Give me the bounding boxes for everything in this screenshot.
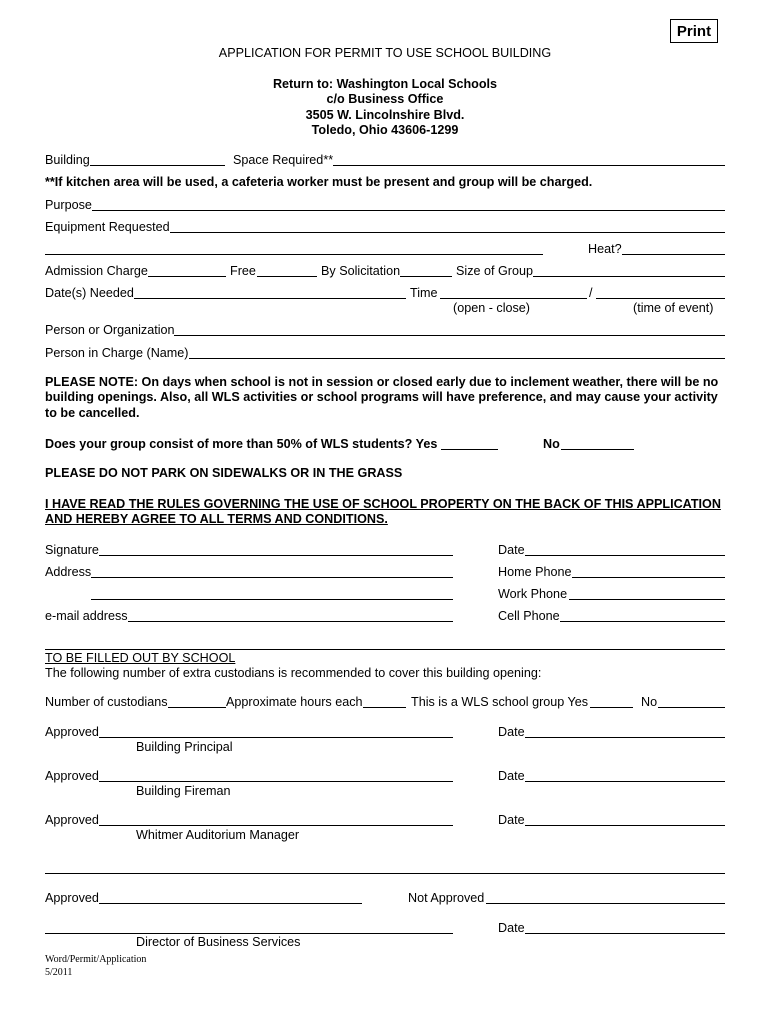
section-divider <box>45 649 725 650</box>
work-phone-label: Work Phone <box>498 587 568 601</box>
kitchen-note: **If kitchen area will be used, a cafeteria worker must be present and group will be charged. <box>45 175 593 189</box>
auditorium-approved-label: Approved <box>45 813 99 827</box>
director-signature-field[interactable] <box>45 920 453 934</box>
equipment-label: Equipment Requested <box>45 220 170 234</box>
fireman-approved-label: Approved <box>45 769 99 783</box>
principal-date-field[interactable] <box>525 724 725 738</box>
space-required-label: Space Required** <box>233 153 334 167</box>
group-size-field[interactable] <box>533 263 725 277</box>
footer-doc-path: Word/Permit/Application <box>45 954 147 965</box>
principal-date-label: Date <box>498 725 525 739</box>
home-phone-label: Home Phone <box>498 565 572 579</box>
free-label: Free <box>230 264 256 278</box>
cell-phone-label: Cell Phone <box>498 609 560 623</box>
building-label: Building <box>45 153 90 167</box>
person-in-charge-label: Person in Charge (Name) <box>45 346 189 360</box>
home-phone-field[interactable] <box>572 564 725 578</box>
heat-field[interactable] <box>622 241 725 255</box>
signature-label: Signature <box>45 543 99 557</box>
address-field-continued[interactable] <box>91 586 453 600</box>
organization-label: Person or Organization <box>45 323 175 337</box>
return-street-line: 3505 W. Lincolnshire Blvd. <box>305 108 465 122</box>
wls-group-yes-field[interactable] <box>590 694 633 708</box>
approx-hours-label: Approximate hours each <box>226 695 363 709</box>
email-field[interactable] <box>128 608 453 622</box>
return-office-line: c/o Business Office <box>326 92 444 106</box>
principal-approved-label: Approved <box>45 725 99 739</box>
approx-hours-field[interactable] <box>363 694 406 708</box>
time-of-event-field[interactable] <box>596 285 725 299</box>
open-close-caption: (open - close) <box>453 301 530 315</box>
please-note: PLEASE NOTE: On days when school is not in session or closed early due to inclement weather, there will be no building openings. Also, all WLS activities or school programs will have preference, and may cause your activity to be cancelled. <box>45 375 719 420</box>
no-parking-notice: PLEASE DO NOT PARK ON SIDEWALKS OR IN THE GRASS <box>45 466 403 480</box>
purpose-label: Purpose <box>45 198 92 212</box>
wls-no-label: No <box>543 437 560 451</box>
wls-no-field[interactable] <box>561 436 634 450</box>
fireman-caption: Building Fireman <box>136 784 231 798</box>
solicitation-label: By Solicitation <box>321 264 401 278</box>
dates-needed-label: Date(s) Needed <box>45 286 134 300</box>
admission-charge-label: Admission Charge <box>45 264 148 278</box>
custodians-field[interactable] <box>168 694 226 708</box>
footer-revision-date: 5/2011 <box>45 967 73 978</box>
equipment-field[interactable] <box>170 219 725 233</box>
wls-group-no-label: No <box>641 695 658 709</box>
time-open-close-field[interactable] <box>440 285 587 299</box>
agreement-statement: I HAVE READ THE RULES GOVERNING THE USE OF SCHOOL PROPERTY ON THE BACK OF THIS APPLICATION AND HEREBY AGREE TO ALL TERMS AND CONDITIONS. <box>45 497 721 527</box>
email-label: e-mail address <box>45 609 128 623</box>
section-divider-final <box>45 873 725 874</box>
wls-group-no-field[interactable] <box>658 694 725 708</box>
address-label: Address <box>45 565 92 579</box>
not-approved-label: Not Approved <box>408 891 485 905</box>
not-approved-field[interactable] <box>486 890 725 904</box>
auditorium-approved-field[interactable] <box>99 812 453 826</box>
fireman-date-field[interactable] <box>525 768 725 782</box>
director-caption: Director of Business Services <box>136 935 301 949</box>
school-section-heading: TO BE FILLED OUT BY SCHOOL <box>45 651 236 665</box>
cell-phone-field[interactable] <box>560 608 725 622</box>
return-to-line: Return to: Washington Local Schools <box>272 77 498 91</box>
time-label: Time <box>410 286 438 300</box>
auditorium-date-field[interactable] <box>525 812 725 826</box>
address-field[interactable] <box>91 564 453 578</box>
organization-field[interactable] <box>174 322 725 336</box>
page-title: APPLICATION FOR PERMIT TO USE SCHOOL BUILDING <box>218 46 552 60</box>
building-field[interactable] <box>90 152 225 166</box>
fireman-date-label: Date <box>498 769 525 783</box>
group-size-label: Size of Group <box>456 264 534 278</box>
purpose-field[interactable] <box>92 197 725 211</box>
return-city-line: Toledo, Ohio 43606-1299 <box>311 123 459 137</box>
director-date-label: Date <box>498 921 525 935</box>
space-required-field[interactable] <box>333 152 725 166</box>
director-date-field[interactable] <box>525 920 725 934</box>
date-field[interactable] <box>525 542 725 556</box>
person-in-charge-field[interactable] <box>189 345 725 359</box>
signature-field[interactable] <box>99 542 453 556</box>
heat-label: Heat? <box>588 242 622 256</box>
dates-needed-field[interactable] <box>134 285 406 299</box>
free-field[interactable] <box>257 263 317 277</box>
work-phone-field[interactable] <box>569 586 725 600</box>
director-approved-label: Approved <box>45 891 99 905</box>
auditorium-caption: Whitmer Auditorium Manager <box>136 828 300 842</box>
solicitation-field[interactable] <box>400 263 452 277</box>
fireman-approved-field[interactable] <box>99 768 453 782</box>
auditorium-date-label: Date <box>498 813 525 827</box>
custodian-note: The following number of extra custodians is recommended to cover this building opening: <box>45 666 542 680</box>
wls-group-label: This is a WLS school group Yes <box>411 695 589 709</box>
wls-yes-field[interactable] <box>441 436 498 450</box>
wls-question: Does your group consist of more than 50% of WLS students? Yes <box>45 437 438 451</box>
equipment-field-continued[interactable] <box>45 241 543 255</box>
custodians-label: Number of custodians <box>45 695 168 709</box>
admission-charge-field[interactable] <box>148 263 226 277</box>
principal-approved-field[interactable] <box>99 724 453 738</box>
time-of-event-caption: (time of event) <box>633 301 714 315</box>
director-approved-field[interactable] <box>99 890 362 904</box>
print-button[interactable]: Print <box>670 19 718 43</box>
time-slash: / <box>589 286 593 300</box>
date-label: Date <box>498 543 525 557</box>
principal-caption: Building Principal <box>136 740 233 754</box>
